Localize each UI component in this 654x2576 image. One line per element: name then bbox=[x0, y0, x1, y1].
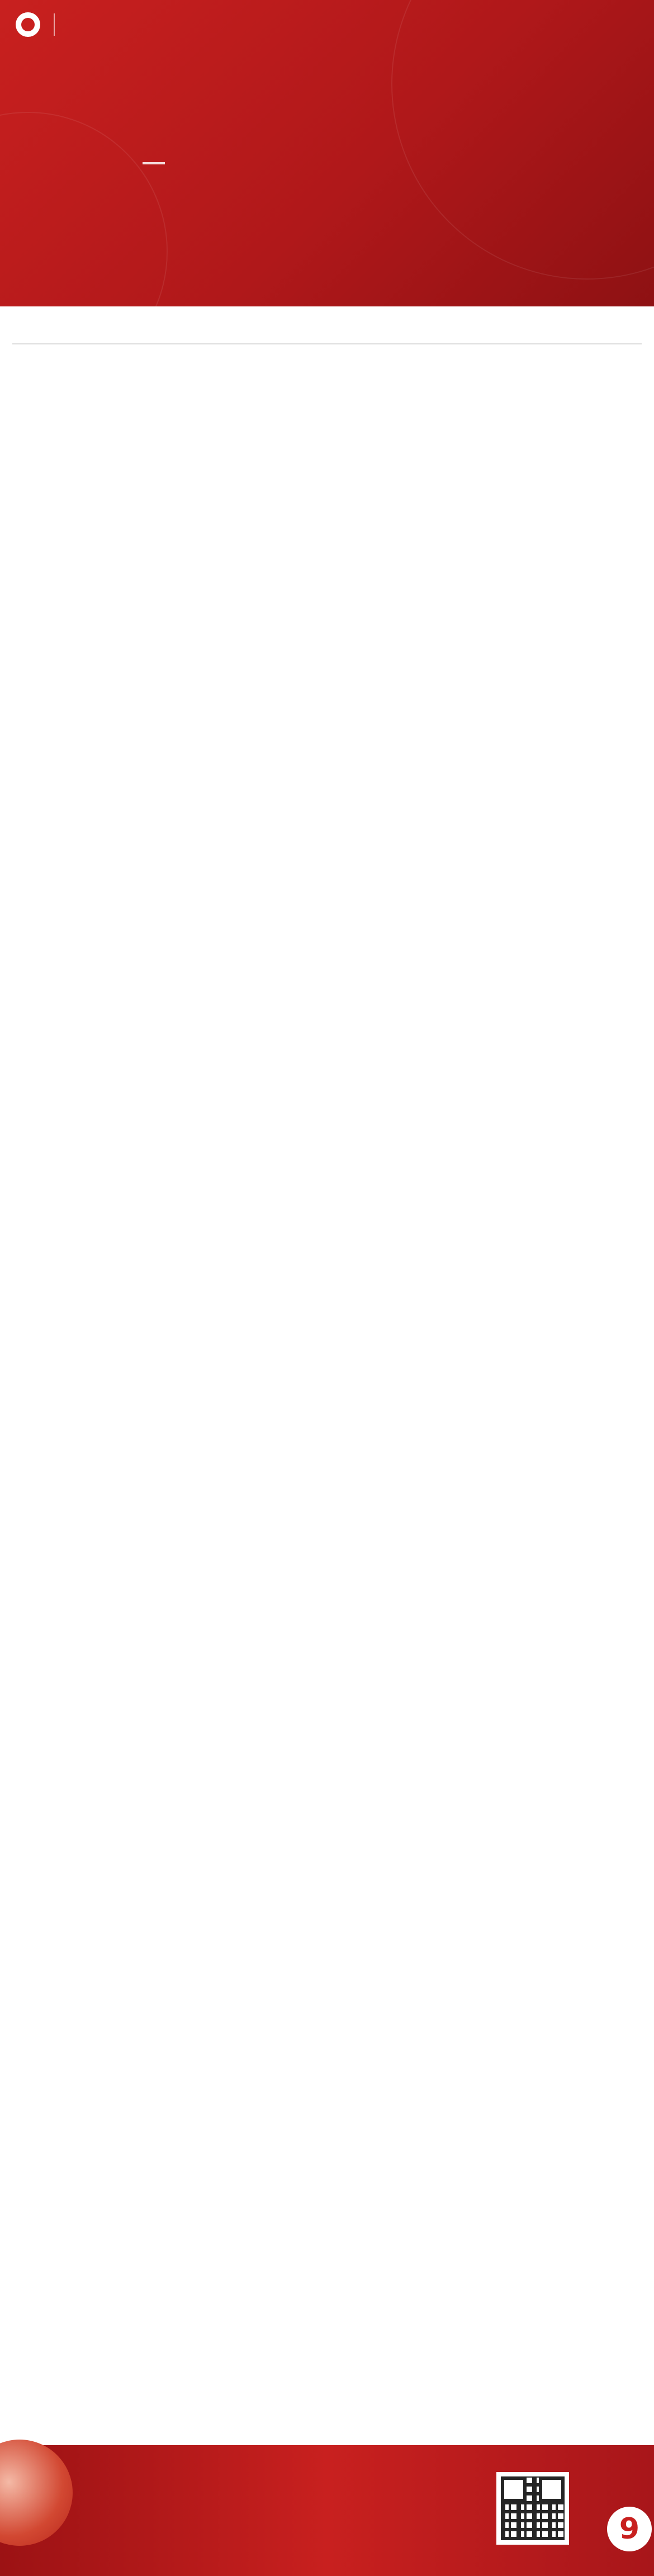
brand-badge-icon: 9 bbox=[607, 2507, 652, 2551]
globe-icon bbox=[0, 2440, 73, 2546]
hero-banner bbox=[0, 0, 654, 306]
decor-ring bbox=[391, 0, 654, 280]
calendar-grid bbox=[12, 343, 642, 1278]
weekday-header bbox=[0, 306, 654, 343]
logo-icon bbox=[16, 12, 40, 37]
headline-divider bbox=[143, 162, 165, 164]
brand-logo[interactable] bbox=[16, 12, 61, 37]
footer bbox=[0, 2445, 654, 2576]
qr-code-icon[interactable] bbox=[496, 2472, 569, 2545]
logo-divider bbox=[54, 13, 55, 36]
decor-ring bbox=[0, 112, 168, 306]
